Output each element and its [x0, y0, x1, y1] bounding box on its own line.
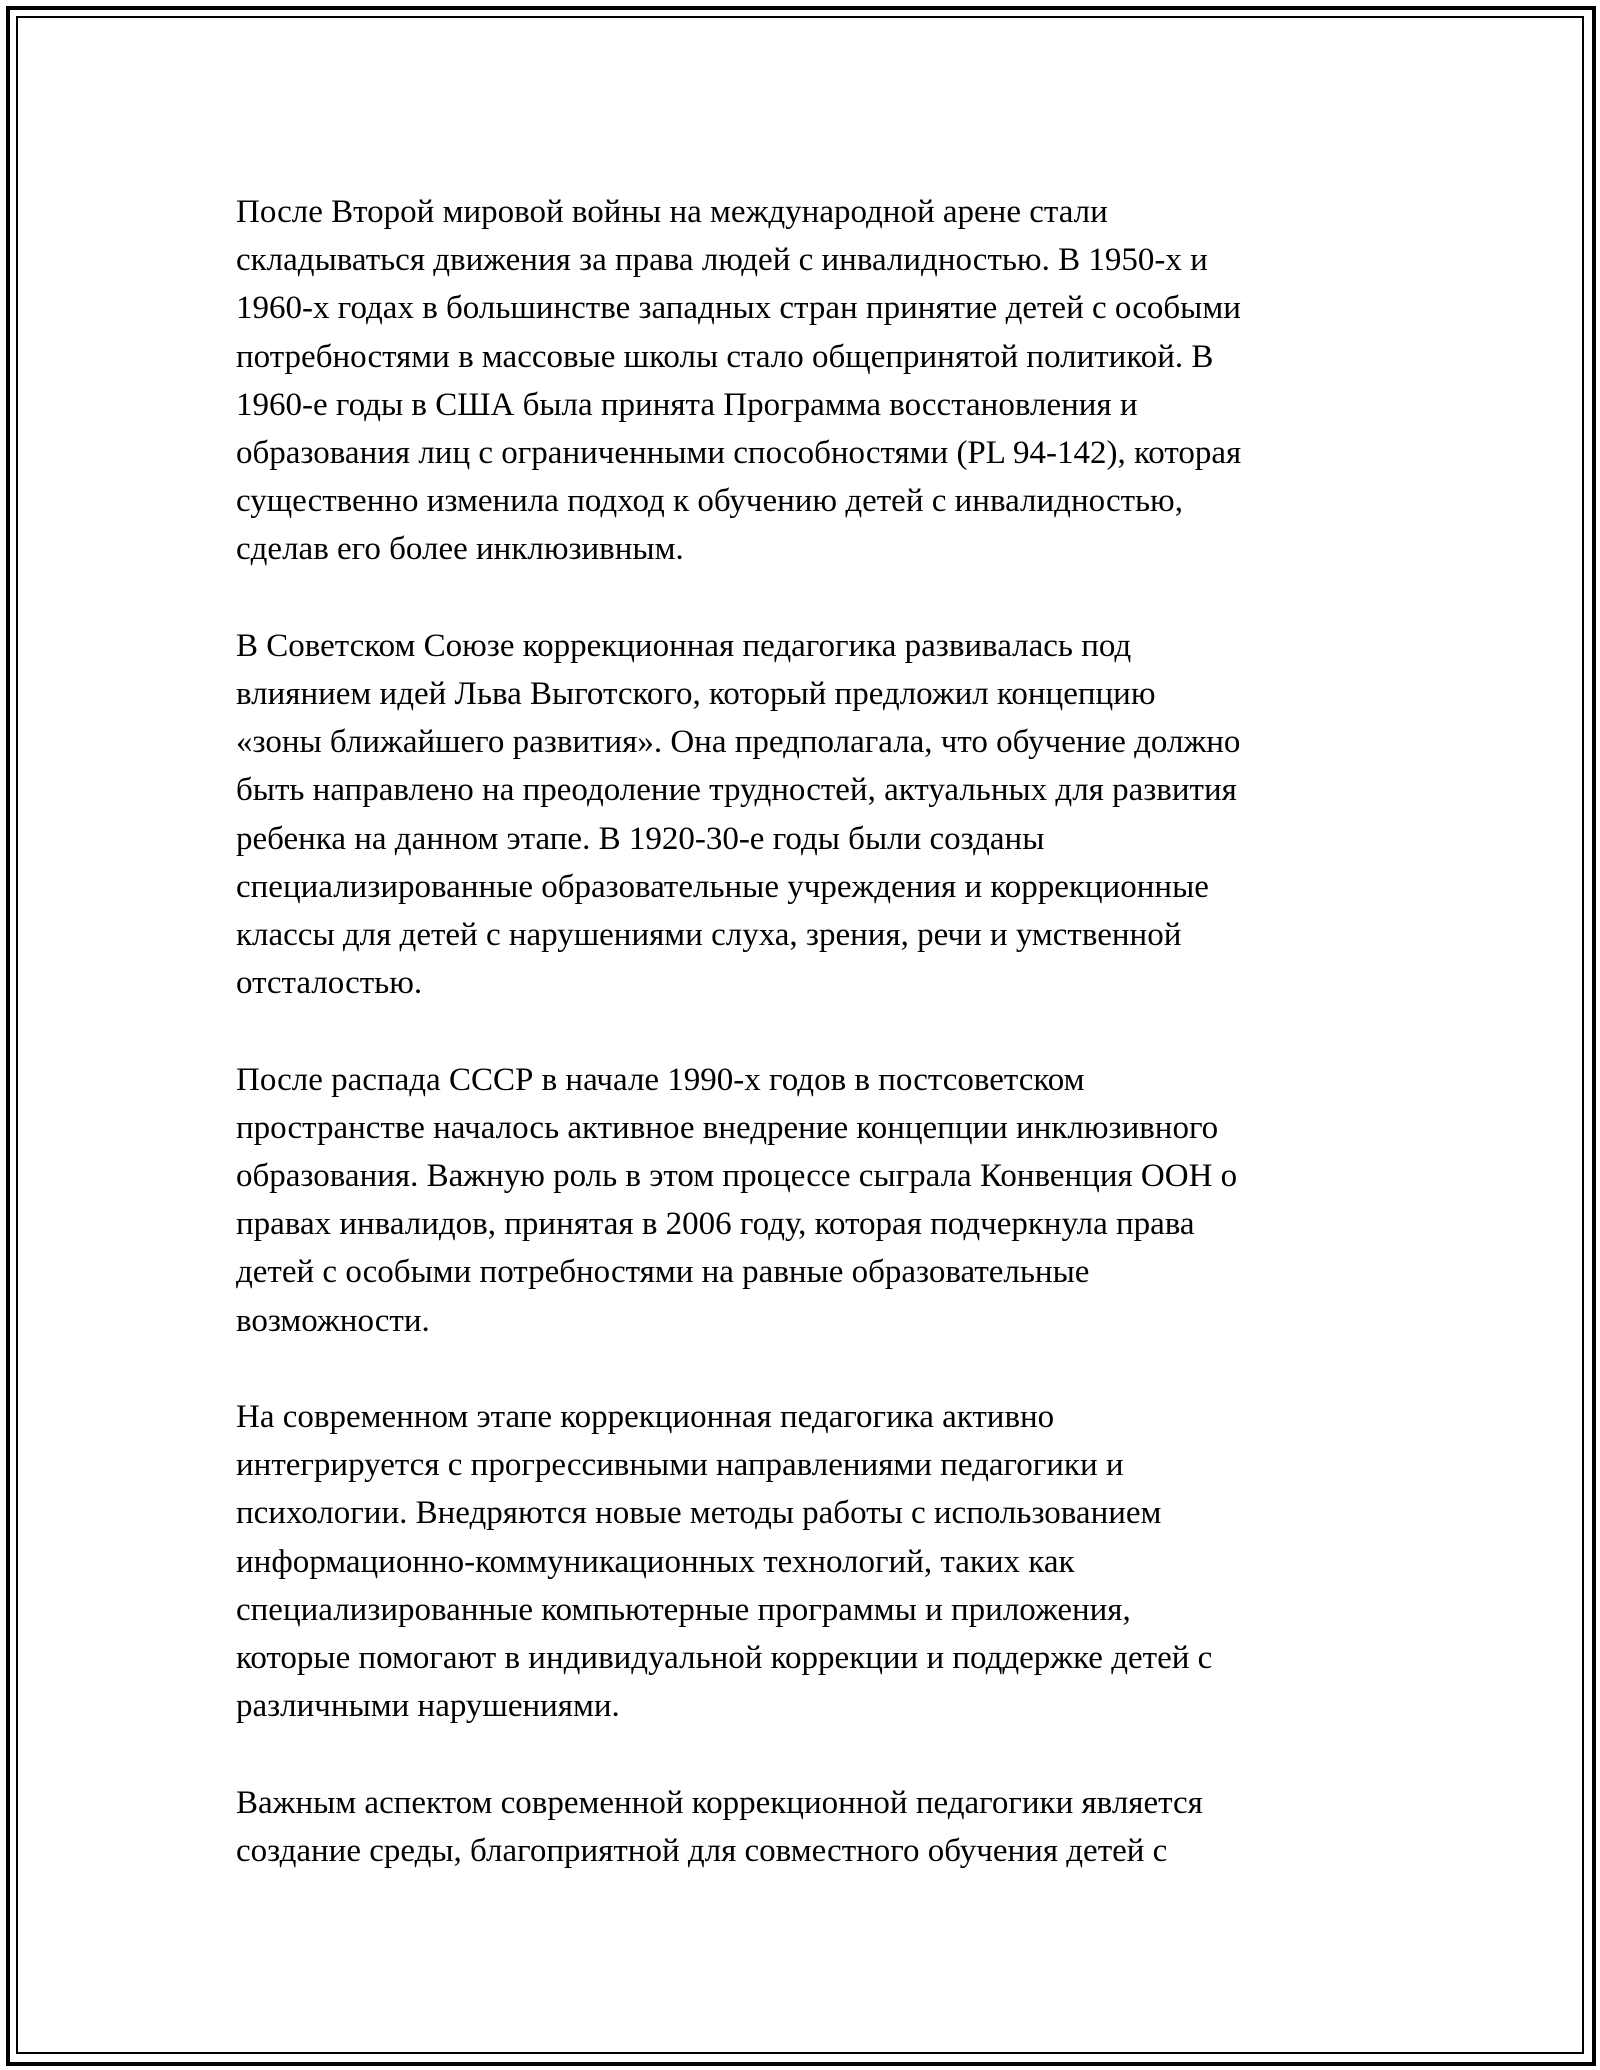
- text-line: специализированные образовательные учреждения и коррекционные: [236, 868, 1209, 905]
- text-line: специализированные компьютерные программы и приложения,: [236, 1591, 1131, 1628]
- text-line: возможности.: [236, 1302, 430, 1339]
- text-line: образования лиц с ограниченными способностями (PL 94-142), которая: [236, 435, 1242, 472]
- text-line: 1960-е годы в США была принята Программа восстановления и: [236, 386, 1138, 423]
- text-line: детей с особыми потребностями на равные образовательные: [236, 1254, 1090, 1291]
- text-line: После Второй мировой войны на международной арене стали: [236, 194, 1108, 230]
- text-line: В Советском Союзе коррекционная педагогика развивалась под: [236, 627, 1132, 664]
- text-line: быть направлено на преодоление трудностей, актуальных для развития: [236, 772, 1237, 809]
- text-line: сделав его более инклюзивным.: [236, 531, 684, 568]
- paragraph-1: [236, 188, 1366, 574]
- text-line: отсталостью.: [236, 965, 423, 1002]
- text-line: складываться движения за права людей с инвалидностью. В 1950-х и: [236, 242, 1208, 279]
- text-line: Важным аспектом современной коррекционной педагогики является: [236, 1784, 1203, 1821]
- text-line: информационно-коммуникационных технологий, таких как: [236, 1543, 1075, 1580]
- text-line: образования. Важную роль в этом процессе сыграла Конвенция ООН о: [236, 1158, 1238, 1195]
- text-line: различными нарушениями.: [236, 1688, 620, 1725]
- text-line: На современном этапе коррекционная педагогика активно: [236, 1399, 1055, 1436]
- text-line: создание среды, благоприятной для совместного обучения детей с: [236, 1832, 1168, 1869]
- text-line: «зоны ближайшего развития». Она предполагала, что обучение должно: [236, 724, 1241, 761]
- text-line: психологии. Внедряются новые методы работы с использованием: [236, 1495, 1162, 1532]
- text-line: классы для детей с нарушениями слуха, зрения, речи и умственной: [236, 917, 1182, 954]
- paragraph-5: [236, 1779, 1366, 1875]
- paragraph-2: [236, 622, 1366, 1008]
- text-line: потребностями в массовые школы стало общепринятой политикой. В: [236, 338, 1214, 375]
- text-line: пространстве началось активное внедрение концепции инклюзивного: [236, 1109, 1219, 1146]
- paragraph-3: [236, 1056, 1366, 1345]
- text-line: интегрируется с прогрессивными направлениями педагогики и: [236, 1447, 1124, 1484]
- text-line: существенно изменила подход к обучению детей с инвалидностью,: [236, 483, 1183, 520]
- text-line: 1960-х годах в большинстве западных стран принятие детей с особыми: [236, 290, 1241, 327]
- text-line: правах инвалидов, принятая в 2006 году, которая подчеркнула права: [236, 1206, 1195, 1243]
- text-line: ребенка на данном этапе. В 1920-30-е годы были созданы: [236, 820, 1045, 857]
- text-line: влиянием идей Льва Выготского, который предложил концепцию: [236, 676, 1156, 713]
- document-body: [236, 188, 1366, 1923]
- text-line: которые помогают в индивидуальной коррекции и поддержке детей с: [236, 1640, 1213, 1677]
- text-line: После распада СССР в начале 1990-х годов в постсоветском: [236, 1061, 1085, 1098]
- paragraph-4: [236, 1393, 1366, 1730]
